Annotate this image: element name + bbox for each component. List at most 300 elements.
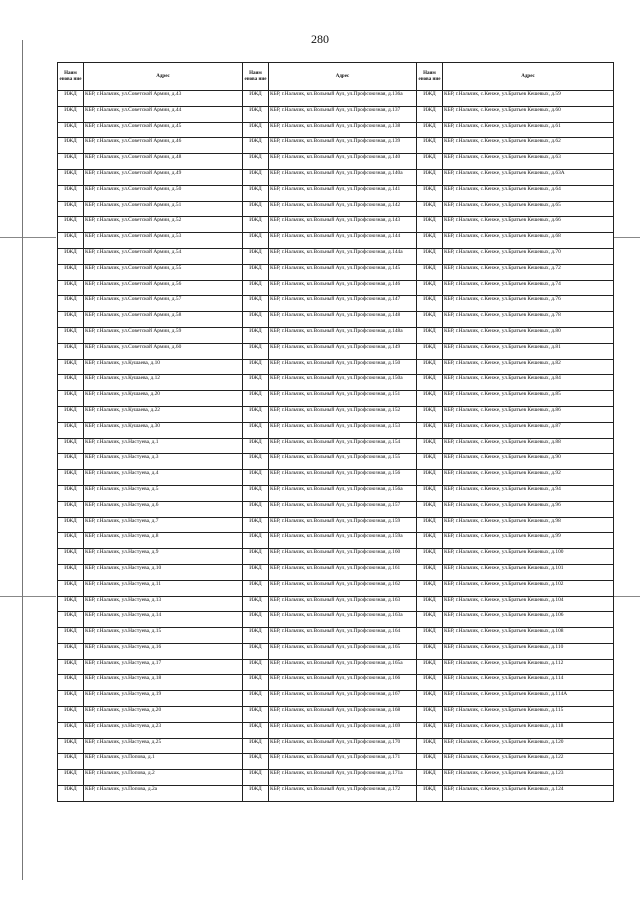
kind-cell: ИЖД bbox=[243, 106, 269, 122]
address-cell: КБР, г.Нальчик, ул.Советской Армии, д.56 bbox=[84, 280, 243, 296]
kind-cell: ИЖД bbox=[417, 406, 443, 422]
kind-cell: ИЖД bbox=[243, 738, 269, 754]
kind-cell: ИЖД bbox=[243, 264, 269, 280]
address-cell: КБР, г.Нальчик, с.Кенже, ул.Братьев Кешевых, д.90 bbox=[443, 454, 614, 470]
kind-cell: ИЖД bbox=[58, 470, 84, 486]
kind-cell: ИЖД bbox=[417, 691, 443, 707]
address-cell: КБР, г.Нальчик, ул.Советской Армии, д.54 bbox=[84, 248, 243, 264]
table-body bbox=[58, 91, 614, 802]
header-address: Адрес bbox=[269, 63, 417, 91]
table-row bbox=[58, 564, 614, 580]
address-cell: КБР, г.Нальчик, ул.Настуева, д.10 bbox=[84, 564, 243, 580]
kind-cell: ИЖД bbox=[417, 312, 443, 328]
address-cell: КБР, г.Нальчик, ул.Советской Армии, д.53 bbox=[84, 233, 243, 249]
table-row bbox=[58, 580, 614, 596]
table-row bbox=[58, 738, 614, 754]
address-cell: КБР, г.Нальчик, ул.Настуева, д.8 bbox=[84, 533, 243, 549]
kind-cell: ИЖД bbox=[58, 201, 84, 217]
address-cell: КБР, г.Нальчик, ул.Настуева, д.1 bbox=[84, 438, 243, 454]
kind-cell: ИЖД bbox=[58, 91, 84, 107]
table-row bbox=[58, 643, 614, 659]
address-cell: КБР, г.Нальчик, кп.Вольный Аул, ул.Профсоюзная, д.156 bbox=[269, 470, 417, 486]
kind-cell: ИЖД bbox=[243, 375, 269, 391]
address-cell: КБР, г.Нальчик, с.Кенже, ул.Братьев Кешевых, д.98 bbox=[443, 517, 614, 533]
kind-cell: ИЖД bbox=[243, 327, 269, 343]
table-row bbox=[58, 391, 614, 407]
kind-cell: ИЖД bbox=[417, 438, 443, 454]
kind-cell: ИЖД bbox=[58, 549, 84, 565]
table-row bbox=[58, 422, 614, 438]
address-cell: КБР, г.Нальчик, ул.Настуева, д.23 bbox=[84, 722, 243, 738]
kind-cell: ИЖД bbox=[58, 564, 84, 580]
header-address: Адрес bbox=[443, 63, 614, 91]
table-row bbox=[58, 659, 614, 675]
kind-cell: ИЖД bbox=[243, 707, 269, 723]
address-cell: КБР, г.Нальчик, кп.Вольный Аул, ул.Профсоюзная, д.140 bbox=[269, 154, 417, 170]
kind-cell: ИЖД bbox=[417, 549, 443, 565]
address-cell: КБР, г.Нальчик, ул.Кушаева, д.30 bbox=[84, 422, 243, 438]
kind-cell: ИЖД bbox=[417, 233, 443, 249]
address-cell: КБР, г.Нальчик, с.Кенже, ул.Братьев Кешевых, д.101 bbox=[443, 564, 614, 580]
kind-cell: ИЖД bbox=[417, 738, 443, 754]
table-row bbox=[58, 312, 614, 328]
kind-cell: ИЖД bbox=[58, 422, 84, 438]
kind-cell: ИЖД bbox=[417, 296, 443, 312]
kind-cell: ИЖД bbox=[58, 185, 84, 201]
table-row bbox=[58, 280, 614, 296]
kind-cell: ИЖД bbox=[243, 659, 269, 675]
kind-cell: ИЖД bbox=[58, 485, 84, 501]
kind-cell: ИЖД bbox=[243, 596, 269, 612]
address-cell: КБР, г.Нальчик, с.Кенже, ул.Братьев Кешевых, д.87 bbox=[443, 422, 614, 438]
address-cell: КБР, г.Нальчик, кп.Вольный Аул, ул.Профсоюзная, д.165 bbox=[269, 643, 417, 659]
kind-cell: ИЖД bbox=[58, 454, 84, 470]
table-row bbox=[58, 438, 614, 454]
table-row bbox=[58, 485, 614, 501]
kind-cell: ИЖД bbox=[58, 533, 84, 549]
address-cell: КБР, г.Нальчик, кп.Вольный Аул, ул.Профсоюзная, д.165а bbox=[269, 659, 417, 675]
address-cell: КБР, г.Нальчик, с.Кенже, ул.Братьев Кешевых, д.68 bbox=[443, 233, 614, 249]
kind-cell: ИЖД bbox=[58, 343, 84, 359]
address-cell: КБР, г.Нальчик, кп.Вольный Аул, ул.Профсоюзная, д.138 bbox=[269, 122, 417, 138]
address-cell: КБР, г.Нальчик, ул.Советской Армии, д.46 bbox=[84, 138, 243, 154]
address-cell: КБР, г.Нальчик, кп.Вольный Аул, ул.Профсоюзная, д.146 bbox=[269, 280, 417, 296]
address-cell: КБР, г.Нальчик, ул.Настуева, д.6 bbox=[84, 501, 243, 517]
address-cell: КБР, г.Нальчик, кп.Вольный Аул, ул.Профсоюзная, д.169 bbox=[269, 722, 417, 738]
address-cell: КБР, г.Нальчик, с.Кенже, ул.Братьев Кешевых, д.124 bbox=[443, 786, 614, 802]
table-row bbox=[58, 106, 614, 122]
address-cell: КБР, г.Нальчик, ул.Настуева, д.11 bbox=[84, 580, 243, 596]
kind-cell: ИЖД bbox=[417, 122, 443, 138]
address-cell: КБР, г.Нальчик, ул.Кушаева, д.12 bbox=[84, 375, 243, 391]
address-cell: КБР, г.Нальчик, ул.Советской Армии, д.59 bbox=[84, 327, 243, 343]
kind-cell: ИЖД bbox=[243, 138, 269, 154]
kind-cell: ИЖД bbox=[243, 643, 269, 659]
address-cell: КБР, г.Нальчик, кп.Вольный Аул, ул.Профсоюзная, д.160 bbox=[269, 549, 417, 565]
kind-cell: ИЖД bbox=[243, 169, 269, 185]
address-cell: КБР, г.Нальчик, ул.Советской Армии, д.50 bbox=[84, 185, 243, 201]
kind-cell: ИЖД bbox=[417, 327, 443, 343]
kind-cell: ИЖД bbox=[417, 280, 443, 296]
table-row bbox=[58, 296, 614, 312]
kind-cell: ИЖД bbox=[243, 675, 269, 691]
address-cell: КБР, г.Нальчик, ул.Кушаева, д.20 bbox=[84, 391, 243, 407]
scan-line bbox=[0, 237, 56, 238]
table-row bbox=[58, 185, 614, 201]
address-cell: КБР, г.Нальчик, с.Кенже, ул.Братьев Кешевых, д.78 bbox=[443, 312, 614, 328]
address-cell: КБР, г.Нальчик, ул.Настуева, д.13 bbox=[84, 596, 243, 612]
kind-cell: ИЖД bbox=[243, 217, 269, 233]
kind-cell: ИЖД bbox=[417, 391, 443, 407]
scan-line bbox=[0, 596, 56, 597]
address-cell: КБР, г.Нальчик, с.Кенже, ул.Братьев Кешевых, д.108 bbox=[443, 628, 614, 644]
kind-cell: ИЖД bbox=[58, 375, 84, 391]
address-cell: КБР, г.Нальчик, кп.Вольный Аул, ул.Профсоюзная, д.153 bbox=[269, 422, 417, 438]
address-cell: КБР, г.Нальчик, кп.Вольный Аул, ул.Профсоюзная, д.141 bbox=[269, 185, 417, 201]
kind-cell: ИЖД bbox=[58, 628, 84, 644]
address-cell: КБР, г.Нальчик, кп.Вольный Аул, ул.Профсоюзная, д.143 bbox=[269, 217, 417, 233]
table-row bbox=[58, 549, 614, 565]
kind-cell: ИЖД bbox=[417, 201, 443, 217]
address-cell: КБР, г.Нальчик, кп.Вольный Аул, ул.Профсоюзная, д.140а bbox=[269, 169, 417, 185]
kind-cell: ИЖД bbox=[243, 786, 269, 802]
kind-cell: ИЖД bbox=[417, 264, 443, 280]
table-row bbox=[58, 217, 614, 233]
address-cell: КБР, г.Нальчик, кп.Вольный Аул, ул.Профсоюзная, д.139 bbox=[269, 138, 417, 154]
kind-cell: ИЖД bbox=[417, 596, 443, 612]
header-kind: Наим енова ние bbox=[243, 63, 269, 91]
kind-cell: ИЖД bbox=[243, 248, 269, 264]
kind-cell: ИЖД bbox=[243, 406, 269, 422]
kind-cell: ИЖД bbox=[58, 786, 84, 802]
address-cell: КБР, г.Нальчик, ул.Советской Армии, д.55 bbox=[84, 264, 243, 280]
kind-cell: ИЖД bbox=[243, 154, 269, 170]
table-row bbox=[58, 91, 614, 107]
address-cell: КБР, г.Нальчик, ул.Советской Армии, д.52 bbox=[84, 217, 243, 233]
address-cell: КБР, г.Нальчик, с.Кенже, ул.Братьев Кешевых, д.72 bbox=[443, 264, 614, 280]
address-cell: КБР, г.Нальчик, с.Кенже, ул.Братьев Кешевых, д.114 bbox=[443, 675, 614, 691]
table-row bbox=[58, 501, 614, 517]
address-cell: КБР, г.Нальчик, кп.Вольный Аул, ул.Профсоюзная, д.154 bbox=[269, 438, 417, 454]
address-cell: КБР, г.Нальчик, ул.Настуева, д.15 bbox=[84, 628, 243, 644]
address-cell: КБР, г.Нальчик, ул.Настуева, д.9 bbox=[84, 549, 243, 565]
kind-cell: ИЖД bbox=[417, 722, 443, 738]
address-cell: КБР, г.Нальчик, с.Кенже, ул.Братьев Кешевых, д.96 bbox=[443, 501, 614, 517]
address-cell: КБР, г.Нальчик, с.Кенже, ул.Братьев Кешевых, д.63А bbox=[443, 169, 614, 185]
address-cell: КБР, г.Нальчик, кп.Вольный Аул, ул.Профсоюзная, д.142 bbox=[269, 201, 417, 217]
table-row bbox=[58, 233, 614, 249]
kind-cell: ИЖД bbox=[243, 280, 269, 296]
table-row bbox=[58, 786, 614, 802]
address-cell: КБР, г.Нальчик, ул.Попова, д.2а bbox=[84, 786, 243, 802]
address-cell: КБР, г.Нальчик, кп.Вольный Аул, ул.Профсоюзная, д.149 bbox=[269, 343, 417, 359]
address-cell: КБР, г.Нальчик, ул.Кушаева, д.22 bbox=[84, 406, 243, 422]
address-cell: КБР, г.Нальчик, ул.Настуева, д.4 bbox=[84, 470, 243, 486]
kind-cell: ИЖД bbox=[58, 122, 84, 138]
address-cell: КБР, г.Нальчик, кп.Вольный Аул, ул.Профсоюзная, д.159а bbox=[269, 533, 417, 549]
kind-cell: ИЖД bbox=[243, 201, 269, 217]
address-cell: КБР, г.Нальчик, с.Кенже, ул.Братьев Кешевых, д.84 bbox=[443, 375, 614, 391]
scan-line bbox=[614, 237, 640, 238]
kind-cell: ИЖД bbox=[243, 722, 269, 738]
address-cell: КБР, г.Нальчик, ул.Настуева, д.5 bbox=[84, 485, 243, 501]
kind-cell: ИЖД bbox=[417, 454, 443, 470]
kind-cell: ИЖД bbox=[58, 754, 84, 770]
address-cell: КБР, г.Нальчик, кп.Вольный Аул, ул.Профсоюзная, д.151 bbox=[269, 391, 417, 407]
kind-cell: ИЖД bbox=[243, 343, 269, 359]
table-row bbox=[58, 264, 614, 280]
kind-cell: ИЖД bbox=[58, 359, 84, 375]
table-row bbox=[58, 248, 614, 264]
kind-cell: ИЖД bbox=[243, 549, 269, 565]
address-cell: КБР, г.Нальчик, кп.Вольный Аул, ул.Профсоюзная, д.155 bbox=[269, 454, 417, 470]
kind-cell: ИЖД bbox=[417, 359, 443, 375]
address-cell: КБР, г.Нальчик, кп.Вольный Аул, ул.Профсоюзная, д.152 bbox=[269, 406, 417, 422]
address-cell: КБР, г.Нальчик, ул.Советской Армии, д.57 bbox=[84, 296, 243, 312]
address-cell: КБР, г.Нальчик, с.Кенже, ул.Братьев Кешевых, д.70 bbox=[443, 248, 614, 264]
address-cell: КБР, г.Нальчик, с.Кенже, ул.Братьев Кешевых, д.80 bbox=[443, 327, 614, 343]
kind-cell: ИЖД bbox=[58, 406, 84, 422]
kind-cell: ИЖД bbox=[58, 501, 84, 517]
address-cell: КБР, г.Нальчик, кп.Вольный Аул, ул.Профсоюзная, д.150а bbox=[269, 375, 417, 391]
kind-cell: ИЖД bbox=[58, 327, 84, 343]
address-cell: КБР, г.Нальчик, ул.Советской Армии, д.51 bbox=[84, 201, 243, 217]
kind-cell: ИЖД bbox=[243, 122, 269, 138]
table-row bbox=[58, 707, 614, 723]
kind-cell: ИЖД bbox=[417, 485, 443, 501]
address-cell: КБР, г.Нальчик, кп.Вольный Аул, ул.Профсоюзная, д.144а bbox=[269, 248, 417, 264]
address-cell: КБР, г.Нальчик, ул.Настуева, д.18 bbox=[84, 675, 243, 691]
kind-cell: ИЖД bbox=[417, 422, 443, 438]
address-cell: КБР, г.Нальчик, с.Кенже, ул.Братьев Кешевых, д.114А bbox=[443, 691, 614, 707]
address-cell: КБР, г.Нальчик, кп.Вольный Аул, ул.Профсоюзная, д.170 bbox=[269, 738, 417, 754]
address-cell: КБР, г.Нальчик, с.Кенже, ул.Братьев Кешевых, д.92 bbox=[443, 470, 614, 486]
kind-cell: ИЖД bbox=[417, 501, 443, 517]
address-cell: КБР, г.Нальчик, с.Кенже, ул.Братьев Кешевых, д.76 bbox=[443, 296, 614, 312]
table-row bbox=[58, 138, 614, 154]
kind-cell: ИЖД bbox=[58, 280, 84, 296]
kind-cell: ИЖД bbox=[417, 628, 443, 644]
kind-cell: ИЖД bbox=[417, 580, 443, 596]
address-cell: КБР, г.Нальчик, кп.Вольный Аул, ул.Профсоюзная, д.163а bbox=[269, 612, 417, 628]
kind-cell: ИЖД bbox=[417, 564, 443, 580]
kind-cell: ИЖД bbox=[243, 312, 269, 328]
table-row bbox=[58, 454, 614, 470]
address-cell: КБР, г.Нальчик, с.Кенже, ул.Братьев Кешевых, д.60 bbox=[443, 106, 614, 122]
kind-cell: ИЖД bbox=[243, 91, 269, 107]
address-cell: КБР, г.Нальчик, ул.Настуева, д.3 bbox=[84, 454, 243, 470]
address-cell: КБР, г.Нальчик, с.Кенже, ул.Братьев Кешевых, д.122 bbox=[443, 754, 614, 770]
kind-cell: ИЖД bbox=[417, 707, 443, 723]
kind-cell: ИЖД bbox=[417, 154, 443, 170]
kind-cell: ИЖД bbox=[243, 628, 269, 644]
address-cell: КБР, г.Нальчик, ул.Настуева, д.20 bbox=[84, 707, 243, 723]
address-cell: КБР, г.Нальчик, ул.Попова, д.2 bbox=[84, 770, 243, 786]
kind-cell: ИЖД bbox=[243, 470, 269, 486]
kind-cell: ИЖД bbox=[58, 438, 84, 454]
kind-cell: ИЖД bbox=[58, 233, 84, 249]
address-cell: КБР, г.Нальчик, с.Кенже, ул.Братьев Кешевых, д.63 bbox=[443, 154, 614, 170]
table-row bbox=[58, 612, 614, 628]
table-row bbox=[58, 343, 614, 359]
address-cell: КБР, г.Нальчик, ул.Настуева, д.16 bbox=[84, 643, 243, 659]
address-cell: КБР, г.Нальчик, ул.Советской Армии, д.48 bbox=[84, 154, 243, 170]
kind-cell: ИЖД bbox=[58, 596, 84, 612]
address-cell: КБР, г.Нальчик, с.Кенже, ул.Братьев Кешевых, д.120 bbox=[443, 738, 614, 754]
kind-cell: ИЖД bbox=[58, 169, 84, 185]
table-row bbox=[58, 754, 614, 770]
kind-cell: ИЖД bbox=[58, 707, 84, 723]
kind-cell: ИЖД bbox=[58, 138, 84, 154]
kind-cell: ИЖД bbox=[58, 770, 84, 786]
kind-cell: ИЖД bbox=[243, 612, 269, 628]
kind-cell: ИЖД bbox=[417, 517, 443, 533]
table-row bbox=[58, 596, 614, 612]
kind-cell: ИЖД bbox=[417, 754, 443, 770]
address-cell: КБР, г.Нальчик, кп.Вольный Аул, ул.Профсоюзная, д.166 bbox=[269, 675, 417, 691]
kind-cell: ИЖД bbox=[243, 485, 269, 501]
table-row bbox=[58, 628, 614, 644]
kind-cell: ИЖД bbox=[417, 248, 443, 264]
address-cell: КБР, г.Нальчик, кп.Вольный Аул, ул.Профсоюзная, д.171а bbox=[269, 770, 417, 786]
kind-cell: ИЖД bbox=[243, 359, 269, 375]
address-cell: КБР, г.Нальчик, с.Кенже, ул.Братьев Кешевых, д.82 bbox=[443, 359, 614, 375]
address-cell: КБР, г.Нальчик, с.Кенже, ул.Братьев Кешевых, д.115 bbox=[443, 707, 614, 723]
address-cell: КБР, г.Нальчик, ул.Советской Армии, д.45 bbox=[84, 122, 243, 138]
kind-cell: ИЖД bbox=[417, 659, 443, 675]
address-cell: КБР, г.Нальчик, кп.Вольный Аул, ул.Профсоюзная, д.147 bbox=[269, 296, 417, 312]
address-cell: КБР, г.Нальчик, с.Кенже, ул.Братьев Кешевых, д.104 bbox=[443, 596, 614, 612]
table-row bbox=[58, 517, 614, 533]
kind-cell: ИЖД bbox=[417, 533, 443, 549]
address-cell: КБР, г.Нальчик, кп.Вольный Аул, ул.Профсоюзная, д.159 bbox=[269, 517, 417, 533]
address-cell: КБР, г.Нальчик, кп.Вольный Аул, ул.Профсоюзная, д.145 bbox=[269, 264, 417, 280]
kind-cell: ИЖД bbox=[243, 454, 269, 470]
address-cell: КБР, г.Нальчик, с.Кенже, ул.Братьев Кешевых, д.85 bbox=[443, 391, 614, 407]
table-row bbox=[58, 470, 614, 486]
kind-cell: ИЖД bbox=[58, 722, 84, 738]
kind-cell: ИЖД bbox=[243, 517, 269, 533]
kind-cell: ИЖД bbox=[417, 91, 443, 107]
kind-cell: ИЖД bbox=[417, 675, 443, 691]
table-row bbox=[58, 169, 614, 185]
table-row bbox=[58, 406, 614, 422]
address-cell: КБР, г.Нальчик, кп.Вольный Аул, ул.Профсоюзная, д.136а bbox=[269, 91, 417, 107]
table-row bbox=[58, 533, 614, 549]
address-cell: КБР, г.Нальчик, с.Кенже, ул.Братьев Кешевых, д.88 bbox=[443, 438, 614, 454]
address-cell: КБР, г.Нальчик, с.Кенже, ул.Братьев Кешевых, д.102 bbox=[443, 580, 614, 596]
address-cell: КБР, г.Нальчик, с.Кенже, ул.Братьев Кешевых, д.64 bbox=[443, 185, 614, 201]
kind-cell: ИЖД bbox=[58, 391, 84, 407]
header-address: Адрес bbox=[84, 63, 243, 91]
kind-cell: ИЖД bbox=[417, 169, 443, 185]
address-cell: КБР, г.Нальчик, ул.Настуева, д.14 bbox=[84, 612, 243, 628]
address-cell: КБР, г.Нальчик, с.Кенже, ул.Братьев Кешевых, д.94 bbox=[443, 485, 614, 501]
address-cell: КБР, г.Нальчик, с.Кенже, ул.Братьев Кешевых, д.86 bbox=[443, 406, 614, 422]
table-row bbox=[58, 154, 614, 170]
table-row bbox=[58, 375, 614, 391]
address-cell: КБР, г.Нальчик, с.Кенже, ул.Братьев Кешевых, д.59 bbox=[443, 91, 614, 107]
kind-cell: ИЖД bbox=[417, 470, 443, 486]
kind-cell: ИЖД bbox=[58, 580, 84, 596]
kind-cell: ИЖД bbox=[417, 106, 443, 122]
table-row bbox=[58, 201, 614, 217]
table-row bbox=[58, 691, 614, 707]
address-cell: КБР, г.Нальчик, ул.Советской Армии, д.58 bbox=[84, 312, 243, 328]
table-header-row bbox=[58, 63, 614, 91]
kind-cell: ИЖД bbox=[243, 580, 269, 596]
address-cell: КБР, г.Нальчик, кп.Вольный Аул, ул.Профсоюзная, д.167 bbox=[269, 691, 417, 707]
address-cell: КБР, г.Нальчик, кп.Вольный Аул, ул.Профсоюзная, д.161 bbox=[269, 564, 417, 580]
kind-cell: ИЖД bbox=[417, 770, 443, 786]
kind-cell: ИЖД bbox=[58, 106, 84, 122]
address-cell: КБР, г.Нальчик, кп.Вольный Аул, ул.Профсоюзная, д.148а bbox=[269, 327, 417, 343]
address-cell: КБР, г.Нальчик, с.Кенже, ул.Братьев Кешевых, д.110 bbox=[443, 643, 614, 659]
kind-cell: ИЖД bbox=[417, 185, 443, 201]
kind-cell: ИЖД bbox=[58, 296, 84, 312]
header-kind: Наим енова ние bbox=[417, 63, 443, 91]
kind-cell: ИЖД bbox=[417, 343, 443, 359]
kind-cell: ИЖД bbox=[58, 517, 84, 533]
address-cell: КБР, г.Нальчик, кп.Вольный Аул, ул.Профсоюзная, д.172 bbox=[269, 786, 417, 802]
address-cell: КБР, г.Нальчик, с.Кенже, ул.Братьев Кешевых, д.99 bbox=[443, 533, 614, 549]
address-cell: КБР, г.Нальчик, с.Кенже, ул.Братьев Кешевых, д.61 bbox=[443, 122, 614, 138]
kind-cell: ИЖД bbox=[58, 217, 84, 233]
kind-cell: ИЖД bbox=[58, 248, 84, 264]
kind-cell: ИЖД bbox=[417, 612, 443, 628]
address-cell: КБР, г.Нальчик, ул.Настуева, д.7 bbox=[84, 517, 243, 533]
kind-cell: ИЖД bbox=[243, 533, 269, 549]
address-cell: КБР, г.Нальчик, ул.Советской Армии, д.43 bbox=[84, 91, 243, 107]
kind-cell: ИЖД bbox=[417, 786, 443, 802]
address-cell: КБР, г.Нальчик, ул.Советской Армии, д.60 bbox=[84, 343, 243, 359]
address-cell: КБР, г.Нальчик, с.Кенже, ул.Братьев Кешевых, д.65 bbox=[443, 201, 614, 217]
address-cell: КБР, г.Нальчик, кп.Вольный Аул, ул.Профсоюзная, д.137 bbox=[269, 106, 417, 122]
kind-cell: ИЖД bbox=[243, 691, 269, 707]
address-cell: КБР, г.Нальчик, с.Кенже, ул.Братьев Кешевых, д.112 bbox=[443, 659, 614, 675]
address-register bbox=[57, 62, 613, 802]
address-cell: КБР, г.Нальчик, с.Кенже, ул.Братьев Кешевых, д.106 bbox=[443, 612, 614, 628]
address-cell: КБР, г.Нальчик, кп.Вольный Аул, ул.Профсоюзная, д.162 bbox=[269, 580, 417, 596]
address-cell: КБР, г.Нальчик, ул.Настуева, д.19 bbox=[84, 691, 243, 707]
address-cell: КБР, г.Нальчик, кп.Вольный Аул, ул.Профсоюзная, д.168 bbox=[269, 707, 417, 723]
kind-cell: ИЖД bbox=[417, 217, 443, 233]
address-cell: КБР, г.Нальчик, кп.Вольный Аул, ул.Профсоюзная, д.156а bbox=[269, 485, 417, 501]
address-cell: КБР, г.Нальчик, кп.Вольный Аул, ул.Профсоюзная, д.163 bbox=[269, 596, 417, 612]
address-cell: КБР, г.Нальчик, с.Кенже, ул.Братьев Кешевых, д.81 bbox=[443, 343, 614, 359]
scan-line bbox=[614, 596, 640, 597]
address-cell: КБР, г.Нальчик, ул.Кушаева, д.10 bbox=[84, 359, 243, 375]
address-table bbox=[57, 62, 614, 802]
kind-cell: ИЖД bbox=[58, 738, 84, 754]
kind-cell: ИЖД bbox=[243, 233, 269, 249]
address-cell: КБР, г.Нальчик, кп.Вольный Аул, ул.Профсоюзная, д.164 bbox=[269, 628, 417, 644]
table-row bbox=[58, 675, 614, 691]
kind-cell: ИЖД bbox=[58, 612, 84, 628]
address-cell: КБР, г.Нальчик, с.Кенже, ул.Братьев Кешевых, д.118 bbox=[443, 722, 614, 738]
kind-cell: ИЖД bbox=[58, 154, 84, 170]
kind-cell: ИЖД bbox=[58, 675, 84, 691]
address-cell: КБР, г.Нальчик, с.Кенже, ул.Братьев Кешевых, д.66 bbox=[443, 217, 614, 233]
kind-cell: ИЖД bbox=[58, 643, 84, 659]
kind-cell: ИЖД bbox=[243, 438, 269, 454]
kind-cell: ИЖД bbox=[417, 375, 443, 391]
kind-cell: ИЖД bbox=[243, 770, 269, 786]
kind-cell: ИЖД bbox=[58, 659, 84, 675]
table-row bbox=[58, 770, 614, 786]
kind-cell: ИЖД bbox=[243, 564, 269, 580]
table-row bbox=[58, 359, 614, 375]
